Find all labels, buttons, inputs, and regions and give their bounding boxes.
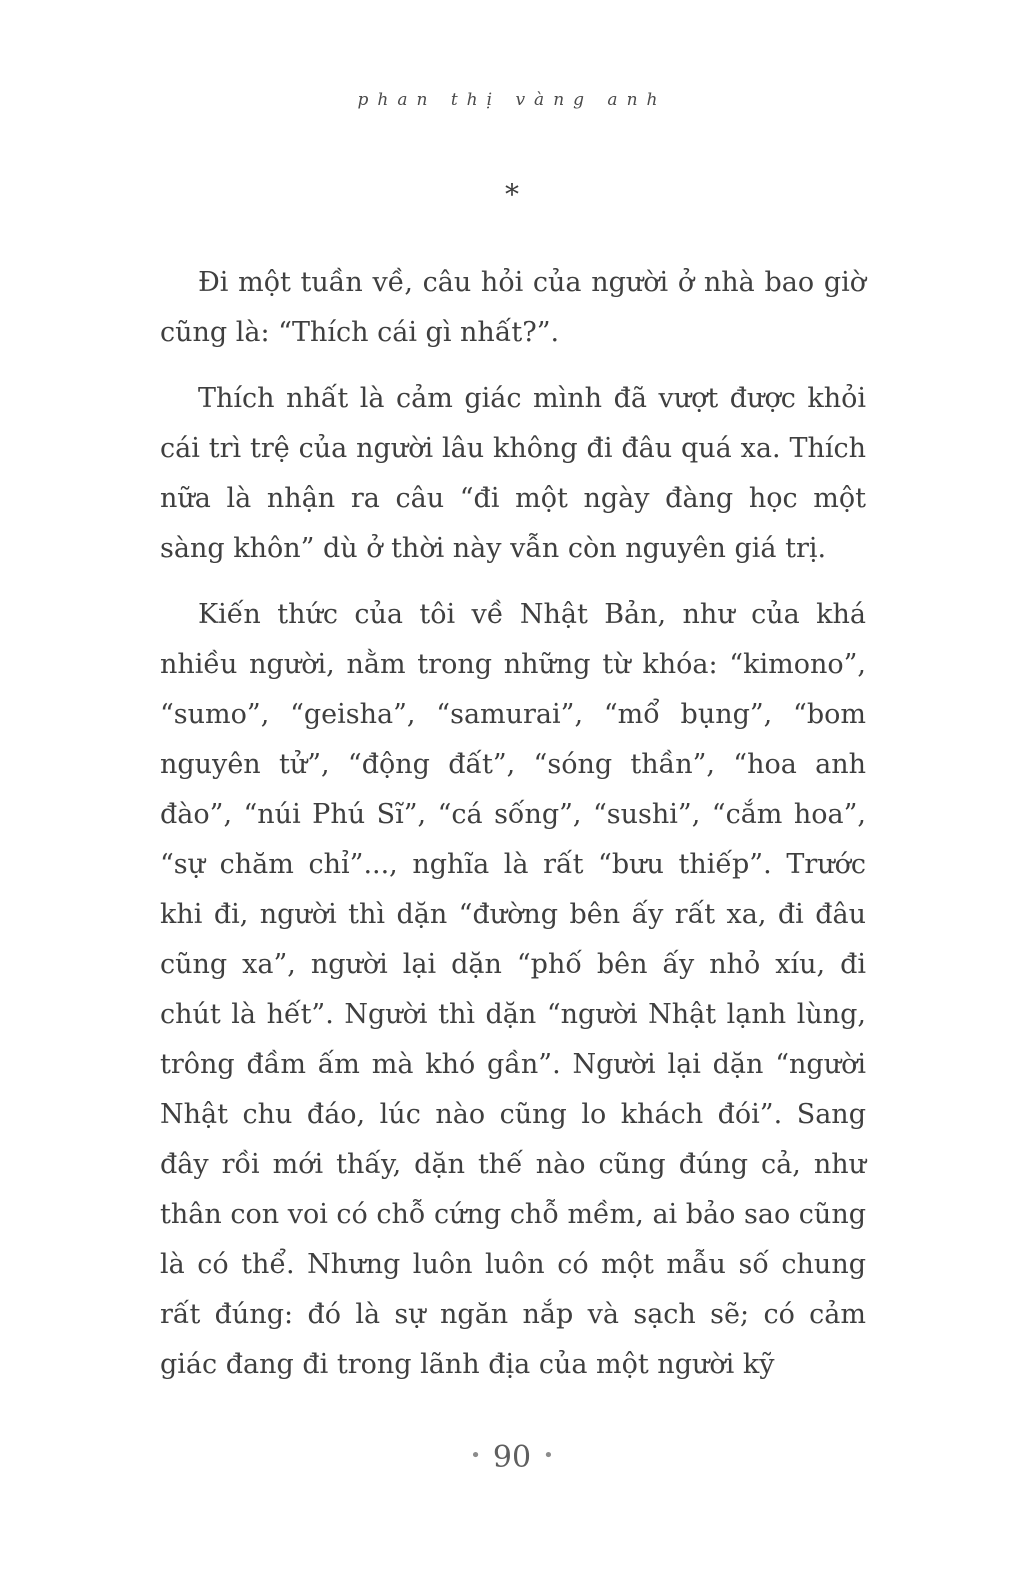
running-header-author: phan thị vàng anh xyxy=(357,90,667,110)
paragraph-3: Kiến thức của tôi về Nhật Bản, như của khá nhiều người, nằm trong những từ khóa: “kimono”, “sumo”, “geisha”, “samurai”, “mổ bụng”, “bom nguyên tử”, “động đất”, “sóng thần”, “hoa anh đào”, “núi Phú Sĩ”, “cá sống”, “sushi”, “cắm hoa”, “sự chăm chỉ”..., nghĩa là rất “bưu thiếp”. Trước khi đi, người thì dặn “đường bên ấy rất xa, đi đâu cũng xa”, người lại dặn “phố bên ấy nhỏ xíu, đi chút là hết”. Người thì dặn “người Nhật lạnh lùng, trông đầm ấm mà khó gần”. Người lại dặn “người Nhật chu đáo, lúc nào cũng lo khách đói”. Sang đây rồi mới thấy, dặn thế nào cũng đúng cả, như thân con voi có chỗ cứng chỗ mềm, ai bảo sao cũng là có thể. Nhưng luôn luôn có một mẫu số chung rất đúng: đó là sự ngăn nắp và sạch sẽ; có cảm giác đang đi trong lãnh địa của một người kỹ xyxy=(160,599,866,1380)
paragraph-2: Thích nhất là cảm giác mình đã vượt được khỏi cái trì trệ của người lâu không đi đâu quá xa. Thích nữa là nhận ra câu “đi một ngày đàng học một sàng khôn” dù ở thời này vẫn còn nguyên giá trị. xyxy=(160,383,866,564)
footer-bullet-right: • xyxy=(543,1445,554,1466)
page-number: 90 xyxy=(492,1440,532,1475)
paragraph-1: Đi một tuần về, câu hỏi của người ở nhà bao giờ cũng là: “Thích cái gì nhất?”. xyxy=(160,267,866,348)
footer-bullet-left: • xyxy=(470,1445,481,1466)
body-text xyxy=(160,258,866,1406)
section-separator: * xyxy=(505,178,519,211)
page-footer xyxy=(0,1440,1024,1475)
